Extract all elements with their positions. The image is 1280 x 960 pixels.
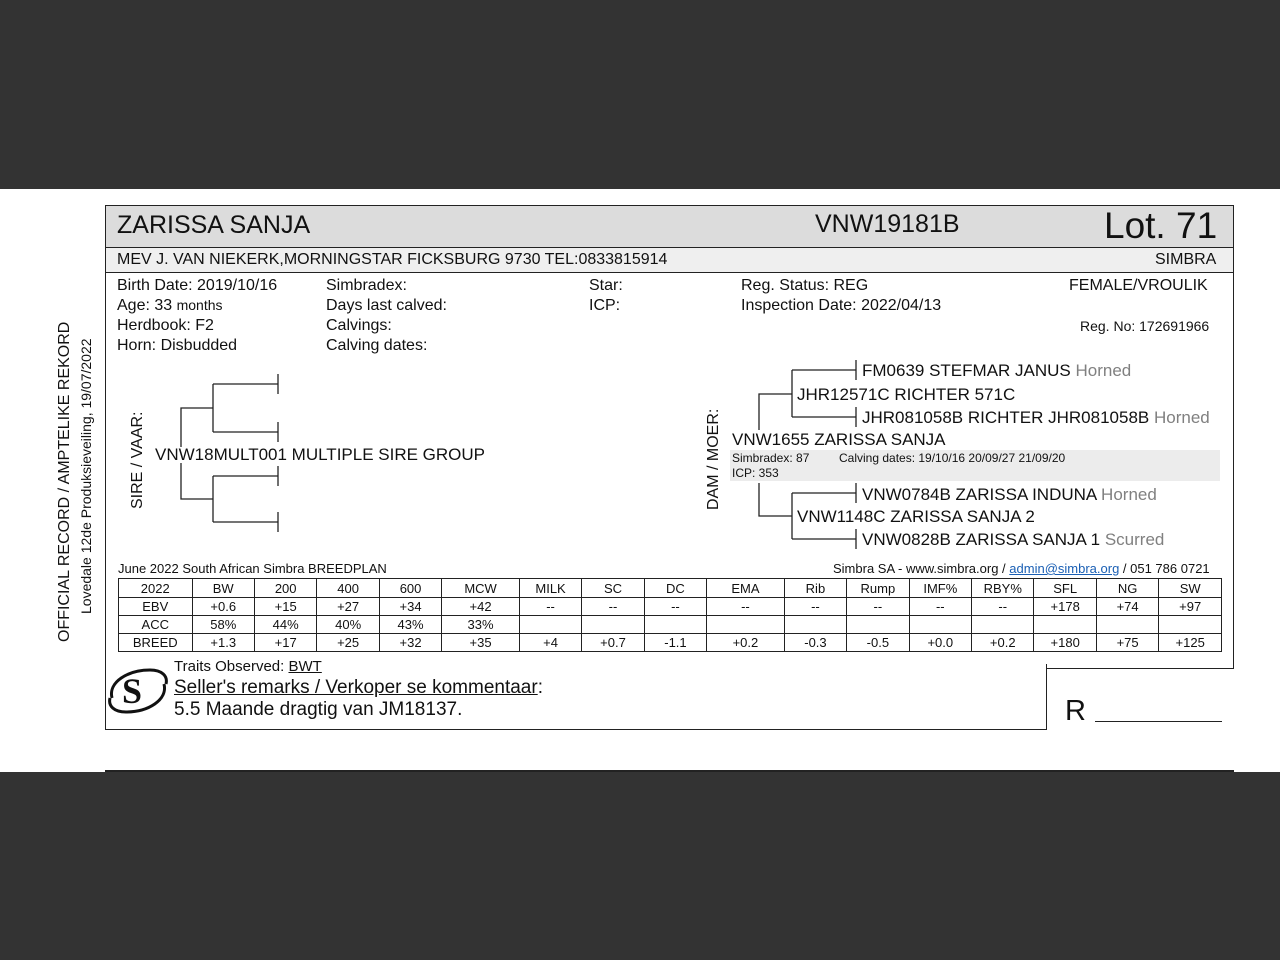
lot-number: Lot. 71 bbox=[1104, 205, 1218, 246]
ebv-cell bbox=[972, 616, 1034, 634]
ebv-row bbox=[119, 634, 1222, 652]
dam-label: DAM / MOER: bbox=[705, 408, 722, 510]
ebv-cell: -0.3 bbox=[784, 634, 846, 652]
ebv-cell: -- bbox=[847, 598, 909, 616]
ebv-cell bbox=[519, 616, 581, 634]
herdbook: Herdbook: F2 bbox=[117, 317, 214, 334]
ebv-cell: +42 bbox=[442, 598, 520, 616]
ebv-cell bbox=[784, 616, 846, 634]
traits-value: BWT bbox=[288, 658, 322, 675]
ebv-header-cell: 400 bbox=[317, 579, 379, 598]
ebv-cell: +32 bbox=[379, 634, 441, 652]
ebv-header-row bbox=[119, 579, 1222, 598]
ebv-row bbox=[119, 598, 1222, 616]
ebv-cell: +0.0 bbox=[909, 634, 971, 652]
ebv-header-cell: 600 bbox=[379, 579, 441, 598]
ebv-cell: -- bbox=[909, 598, 971, 616]
ebv-cell: -- bbox=[644, 598, 706, 616]
contact-email-link[interactable]: admin@simbra.org bbox=[1009, 561, 1120, 576]
ebv-table bbox=[118, 578, 1222, 652]
dam-sire-sire-horn: Horned bbox=[1075, 361, 1132, 380]
ebv-cell bbox=[582, 616, 644, 634]
dam-dam-sire-id: VNW0784B ZARISSA INDUNA bbox=[862, 485, 1097, 504]
price-line bbox=[1095, 721, 1222, 722]
ebv-cell: +0.7 bbox=[582, 634, 644, 652]
breedplan-caption: June 2022 South African Simbra BREEDPLAN bbox=[118, 561, 387, 576]
icp-label: ICP: bbox=[589, 297, 621, 314]
ebv-cell: 40% bbox=[317, 616, 379, 634]
dam-name: VNW1655 ZARISSA SANJA bbox=[732, 430, 946, 449]
dam-dam-sire-horn: Horned bbox=[1101, 485, 1157, 504]
traits-label: Traits Observed: bbox=[174, 658, 289, 675]
ebv-cell: 58% bbox=[192, 616, 254, 634]
dam-sire-dam-horn: Horned bbox=[1153, 408, 1210, 427]
star-label: Star: bbox=[589, 277, 623, 294]
sire-label: SIRE / VAAR: bbox=[129, 411, 146, 509]
ebv-cell: 44% bbox=[254, 616, 316, 634]
price-label: R bbox=[1065, 695, 1086, 727]
ebv-cell: +27 bbox=[317, 598, 379, 616]
sex: FEMALE/VROULIK bbox=[1069, 277, 1208, 294]
bottom-rule bbox=[105, 770, 1234, 772]
ebv-cell: +35 bbox=[442, 634, 520, 652]
ebv-cell: +17 bbox=[254, 634, 316, 652]
dam-icp: ICP: 353 bbox=[732, 466, 779, 480]
ebv-header-cell: SW bbox=[1159, 579, 1222, 598]
dam-sire-name: JHR12571C RICHTER 571C bbox=[797, 385, 1016, 404]
dam-dam-dam-name bbox=[862, 530, 1164, 550]
ebv-header-cell: MILK bbox=[519, 579, 581, 598]
dam-simbradex: Simbradex: 87 bbox=[732, 451, 810, 465]
ebv-cell: +25 bbox=[317, 634, 379, 652]
ebv-header-cell: DC bbox=[644, 579, 706, 598]
ebv-cell: -1.1 bbox=[644, 634, 706, 652]
animal-id: VNW19181B bbox=[815, 210, 960, 238]
ebv-row-label: EBV bbox=[119, 598, 193, 616]
ebv-header-cell: MCW bbox=[442, 579, 520, 598]
inspection-date: Inspection Date: 2022/04/13 bbox=[741, 297, 942, 314]
ebv-cell: +75 bbox=[1096, 634, 1158, 652]
official-record-label: OFFICIAL RECORD / AMPTELIKE REKORD bbox=[56, 321, 73, 642]
dam-dam-dam-horn: Scurred bbox=[1104, 530, 1165, 549]
animal-name: ZARISSA SANJA bbox=[117, 211, 311, 239]
ebv-cell bbox=[707, 616, 785, 634]
ebv-row bbox=[119, 616, 1222, 634]
dam-dam-dam-id: VNW0828B ZARISSA SANJA 1 bbox=[862, 530, 1101, 549]
logo-letter: S bbox=[122, 671, 143, 711]
dam-dam-sire-name bbox=[862, 485, 1157, 505]
sire-name: VNW18MULT001 MULTIPLE SIRE GROUP bbox=[155, 445, 486, 464]
registration-number: Reg. No: 172691966 bbox=[1080, 318, 1210, 334]
ebv-cell: +34 bbox=[379, 598, 441, 616]
ebv-cell: +97 bbox=[1159, 598, 1222, 616]
ebv-cell: +0.2 bbox=[707, 634, 785, 652]
contact-phone: / 051 786 0721 bbox=[1119, 561, 1210, 576]
seller-remarks-title: Seller's remarks / Verkoper se kommentaar bbox=[174, 677, 538, 698]
simbradex-label: Simbradex: bbox=[326, 277, 407, 294]
calvings-label: Calvings: bbox=[326, 317, 392, 334]
ebv-cell: -0.5 bbox=[847, 634, 909, 652]
dam-calving-dates: Calving dates: 19/10/16 20/09/27 21/09/20 bbox=[839, 451, 1066, 465]
ebv-cell: +1.3 bbox=[192, 634, 254, 652]
ebv-cell bbox=[1034, 616, 1096, 634]
seller-remarks-colon: : bbox=[537, 677, 543, 698]
ebv-cell: -- bbox=[707, 598, 785, 616]
ebv-header-cell: Rump bbox=[847, 579, 909, 598]
ebv-header-cell: EMA bbox=[707, 579, 785, 598]
ebv-cell: +0.6 bbox=[192, 598, 254, 616]
ebv-header-cell: NG bbox=[1096, 579, 1158, 598]
traits-observed bbox=[174, 658, 322, 675]
ebv-row-label: BREED bbox=[119, 634, 193, 652]
ebv-header-cell: SFL bbox=[1034, 579, 1096, 598]
seller-remarks-text: 5.5 Maande dragtig van JM18137. bbox=[174, 699, 463, 720]
ebv-cell bbox=[1159, 616, 1222, 634]
age-value: Age: 33 bbox=[117, 297, 173, 314]
birth-date: Birth Date: 2019/10/16 bbox=[117, 277, 278, 294]
owner-address: MEV J. VAN NIEKERK,MORNINGSTAR FICKSBURG 9730 TEL:0833815914 bbox=[117, 251, 668, 268]
ebv-row-label: ACC bbox=[119, 616, 193, 634]
ebv-header-cell: BW bbox=[192, 579, 254, 598]
contact-prefix: Simbra SA - www.simbra.org / bbox=[833, 561, 1010, 576]
ebv-cell: +180 bbox=[1034, 634, 1096, 652]
ebv-cell: -- bbox=[972, 598, 1034, 616]
ebv-cell: -- bbox=[519, 598, 581, 616]
ebv-cell: -- bbox=[582, 598, 644, 616]
dam-dam-name: VNW1148C ZARISSA SANJA 2 bbox=[797, 507, 1035, 526]
age-unit: months bbox=[176, 297, 223, 313]
ebv-header-cell: 2022 bbox=[119, 579, 193, 598]
calving-dates-label: Calving dates: bbox=[326, 337, 428, 354]
reg-status: Reg. Status: REG bbox=[741, 277, 869, 294]
sale-name-label: Lovedale 12de Produksieveiling, 19/07/2022 bbox=[78, 338, 94, 614]
ebv-cell bbox=[847, 616, 909, 634]
ebv-cell: +15 bbox=[254, 598, 316, 616]
dam-sire-dam-name bbox=[862, 408, 1210, 428]
ebv-header-cell: IMF% bbox=[909, 579, 971, 598]
ebv-cell bbox=[1096, 616, 1158, 634]
ebv-cell: +125 bbox=[1159, 634, 1222, 652]
ebv-cell: 33% bbox=[442, 616, 520, 634]
ebv-cell: +4 bbox=[519, 634, 581, 652]
days-last-calved-label: Days last calved: bbox=[326, 297, 447, 314]
ebv-cell: 43% bbox=[379, 616, 441, 634]
ebv-cell: +74 bbox=[1096, 598, 1158, 616]
dam-sire-sire-name bbox=[862, 361, 1131, 381]
breed-name: SIMBRA bbox=[1155, 251, 1217, 268]
ebv-cell: -- bbox=[784, 598, 846, 616]
seller-remarks-heading bbox=[174, 677, 543, 699]
dam-sire-dam-id: JHR081058B RICHTER JHR081058B bbox=[862, 408, 1150, 427]
ebv-header-cell: RBY% bbox=[972, 579, 1034, 598]
ebv-header-cell: SC bbox=[582, 579, 644, 598]
ebv-cell bbox=[644, 616, 706, 634]
ebv-header-cell: 200 bbox=[254, 579, 316, 598]
ebv-cell: +0.2 bbox=[972, 634, 1034, 652]
ebv-cell bbox=[909, 616, 971, 634]
dam-sire-sire-id: FM0639 STEFMAR JANUS bbox=[862, 361, 1071, 380]
ebv-cell: +178 bbox=[1034, 598, 1096, 616]
contact-line bbox=[833, 561, 1210, 576]
horn-status: Horn: Disbudded bbox=[117, 337, 238, 354]
ebv-header-cell: Rib bbox=[784, 579, 846, 598]
